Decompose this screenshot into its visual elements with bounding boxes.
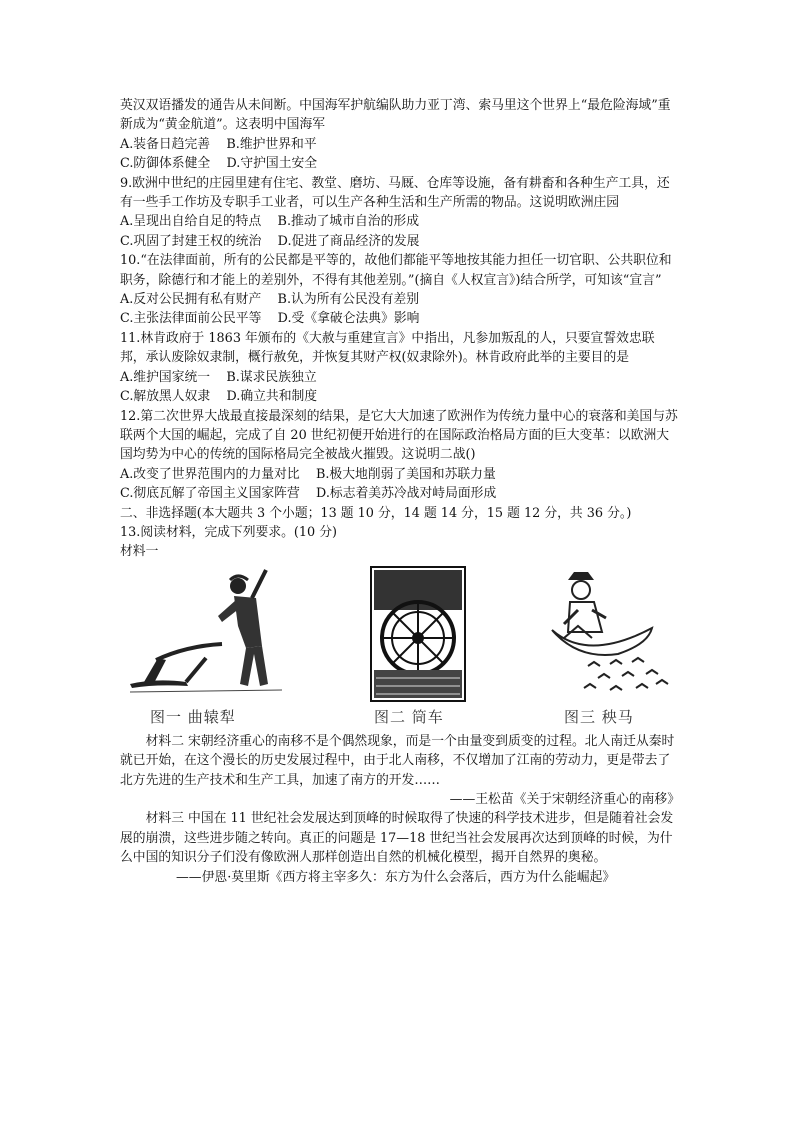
q11-options-cd: C.解放黑人奴隶 D.确立共和制度	[120, 389, 318, 405]
material-three-text: 材料三 中国在 11 世纪社会发展达到顶峰的时候取得了快速的科学技术进步，但是随着社会发展的崩溃，这些进步随之转向。真正的问题是 17—18 世纪当社会发展再次达到顶峰的时候，为什么中国的知识分子们没有像欧洲人那样创造出自然的机械化模型，揭开自然界的奥秘。	[120, 811, 674, 866]
plow-icon	[126, 566, 286, 701]
q10-stem: 10.“在法律面前，所有的公民都是平等的，故他们都能平等地按其能力担任一切官职、公共职位和职务，除德行和才能上的差别外，不得有其他差别。”(摘自《人权宣言》)结合所学，可知该“宣言”	[120, 253, 672, 288]
figure-three-caption: 图三 秧马	[564, 708, 634, 727]
q11-options-ab: A.维护国家统一 B.谋求民族独立	[120, 369, 317, 385]
material-three-source: ——伊恩·莫里斯《西方将主宰多久：东方为什么会落后，西方为什么能崛起》	[176, 869, 616, 885]
material-one-label: 材料一	[120, 544, 159, 560]
q12-options-cd: C.彻底瓦解了帝国主义国家阵营 D.标志着美苏冷战对峙局面形成	[120, 486, 497, 502]
q8-options-ab: A.装备日趋完善 B.维护世界和平	[120, 136, 317, 152]
figure-two-caption: 图二 筒车	[374, 708, 444, 727]
q12-stem: 12.第二次世界大战最直接最深刻的结果，是它大大加速了欧洲作为传统力量中心的衰落和美国与苏联两个大国的崛起，完成了自 20 世纪初便开始进行的在国际政治格局方面的巨大变革：以欧洲大国均势为中心的传统的国际格局完全被战火摧毁。这说明二战()	[120, 408, 678, 463]
q10-options-cd: C.主张法律面前公民平等 D.受《拿破仑法典》影响	[120, 311, 420, 327]
q9-options-cd: C.巩固了封建王权的统治 D.促进了商品经济的发展	[120, 233, 420, 249]
waterwheel-icon	[370, 566, 466, 702]
q8-options-cd: C.防御体系健全 D.守护国土安全	[120, 156, 318, 172]
q11-stem: 11.林肯政府于 1863 年颁布的《大赦与重建宣言》中指出，凡参加叛乱的人，只要宣誓效忠联邦，承认废除奴隶制，概行赦免，并恢复其财产权(奴隶除外)。林肯政府此举的主要目的是	[120, 330, 655, 366]
figure-one-caption: 图一 曲辕犁	[150, 708, 236, 727]
figure-row	[120, 566, 680, 728]
q12-options-ab: A.改变了世界范围内的力量对比 B.极大地削弱了美国和苏联力量	[120, 466, 496, 482]
q13-stem: 13.阅读材料，完成下列要求。(10 分)	[120, 524, 338, 540]
q9-options-ab: A.呈现出自给自足的特点 B.推动了城市自治的形成	[120, 214, 419, 230]
q10-options-ab: A.反对公民拥有私有财产 B.认为所有公民没有差别	[120, 292, 419, 308]
exam-page	[120, 96, 680, 887]
material-two-source: ——王松苗《关于宋朝经济重心的南移》	[449, 791, 680, 807]
section-heading: 二、非选择题(本大题共 3 个小题；13 题 10 分，14 题 14 分，15 题 12 分，共 36 分。)	[120, 505, 632, 521]
q8-stem: 英汉双语播发的通告从未间断。中国海军护航编队助力亚丁湾、索马里这个世界上“最危险海域”重新成为“黄金航道”。这表明中国海军	[120, 98, 671, 133]
material-two-text: 材料二 宋朝经济重心的南移不是个偶然现象，而是一个由量变到质变的过程。北人南迁从秦时就已开始，在这个漫长的历史发展过程中，由于北人南移，不仅增加了江南的劳动力，更是带去了北方先进的生产技术和生产工具，加速了南方的开发……	[120, 733, 675, 788]
seedling-horse-icon	[548, 566, 678, 701]
q9-stem: 9.欧洲中世纪的庄园里建有住宅、教堂、磨坊、马厩、仓库等设施，备有耕畜和各种生产工具，还有一些手工作坊及专职手工业者，可以生产各种生活和生产所需的物品。这说明欧洲庄园	[120, 175, 670, 211]
